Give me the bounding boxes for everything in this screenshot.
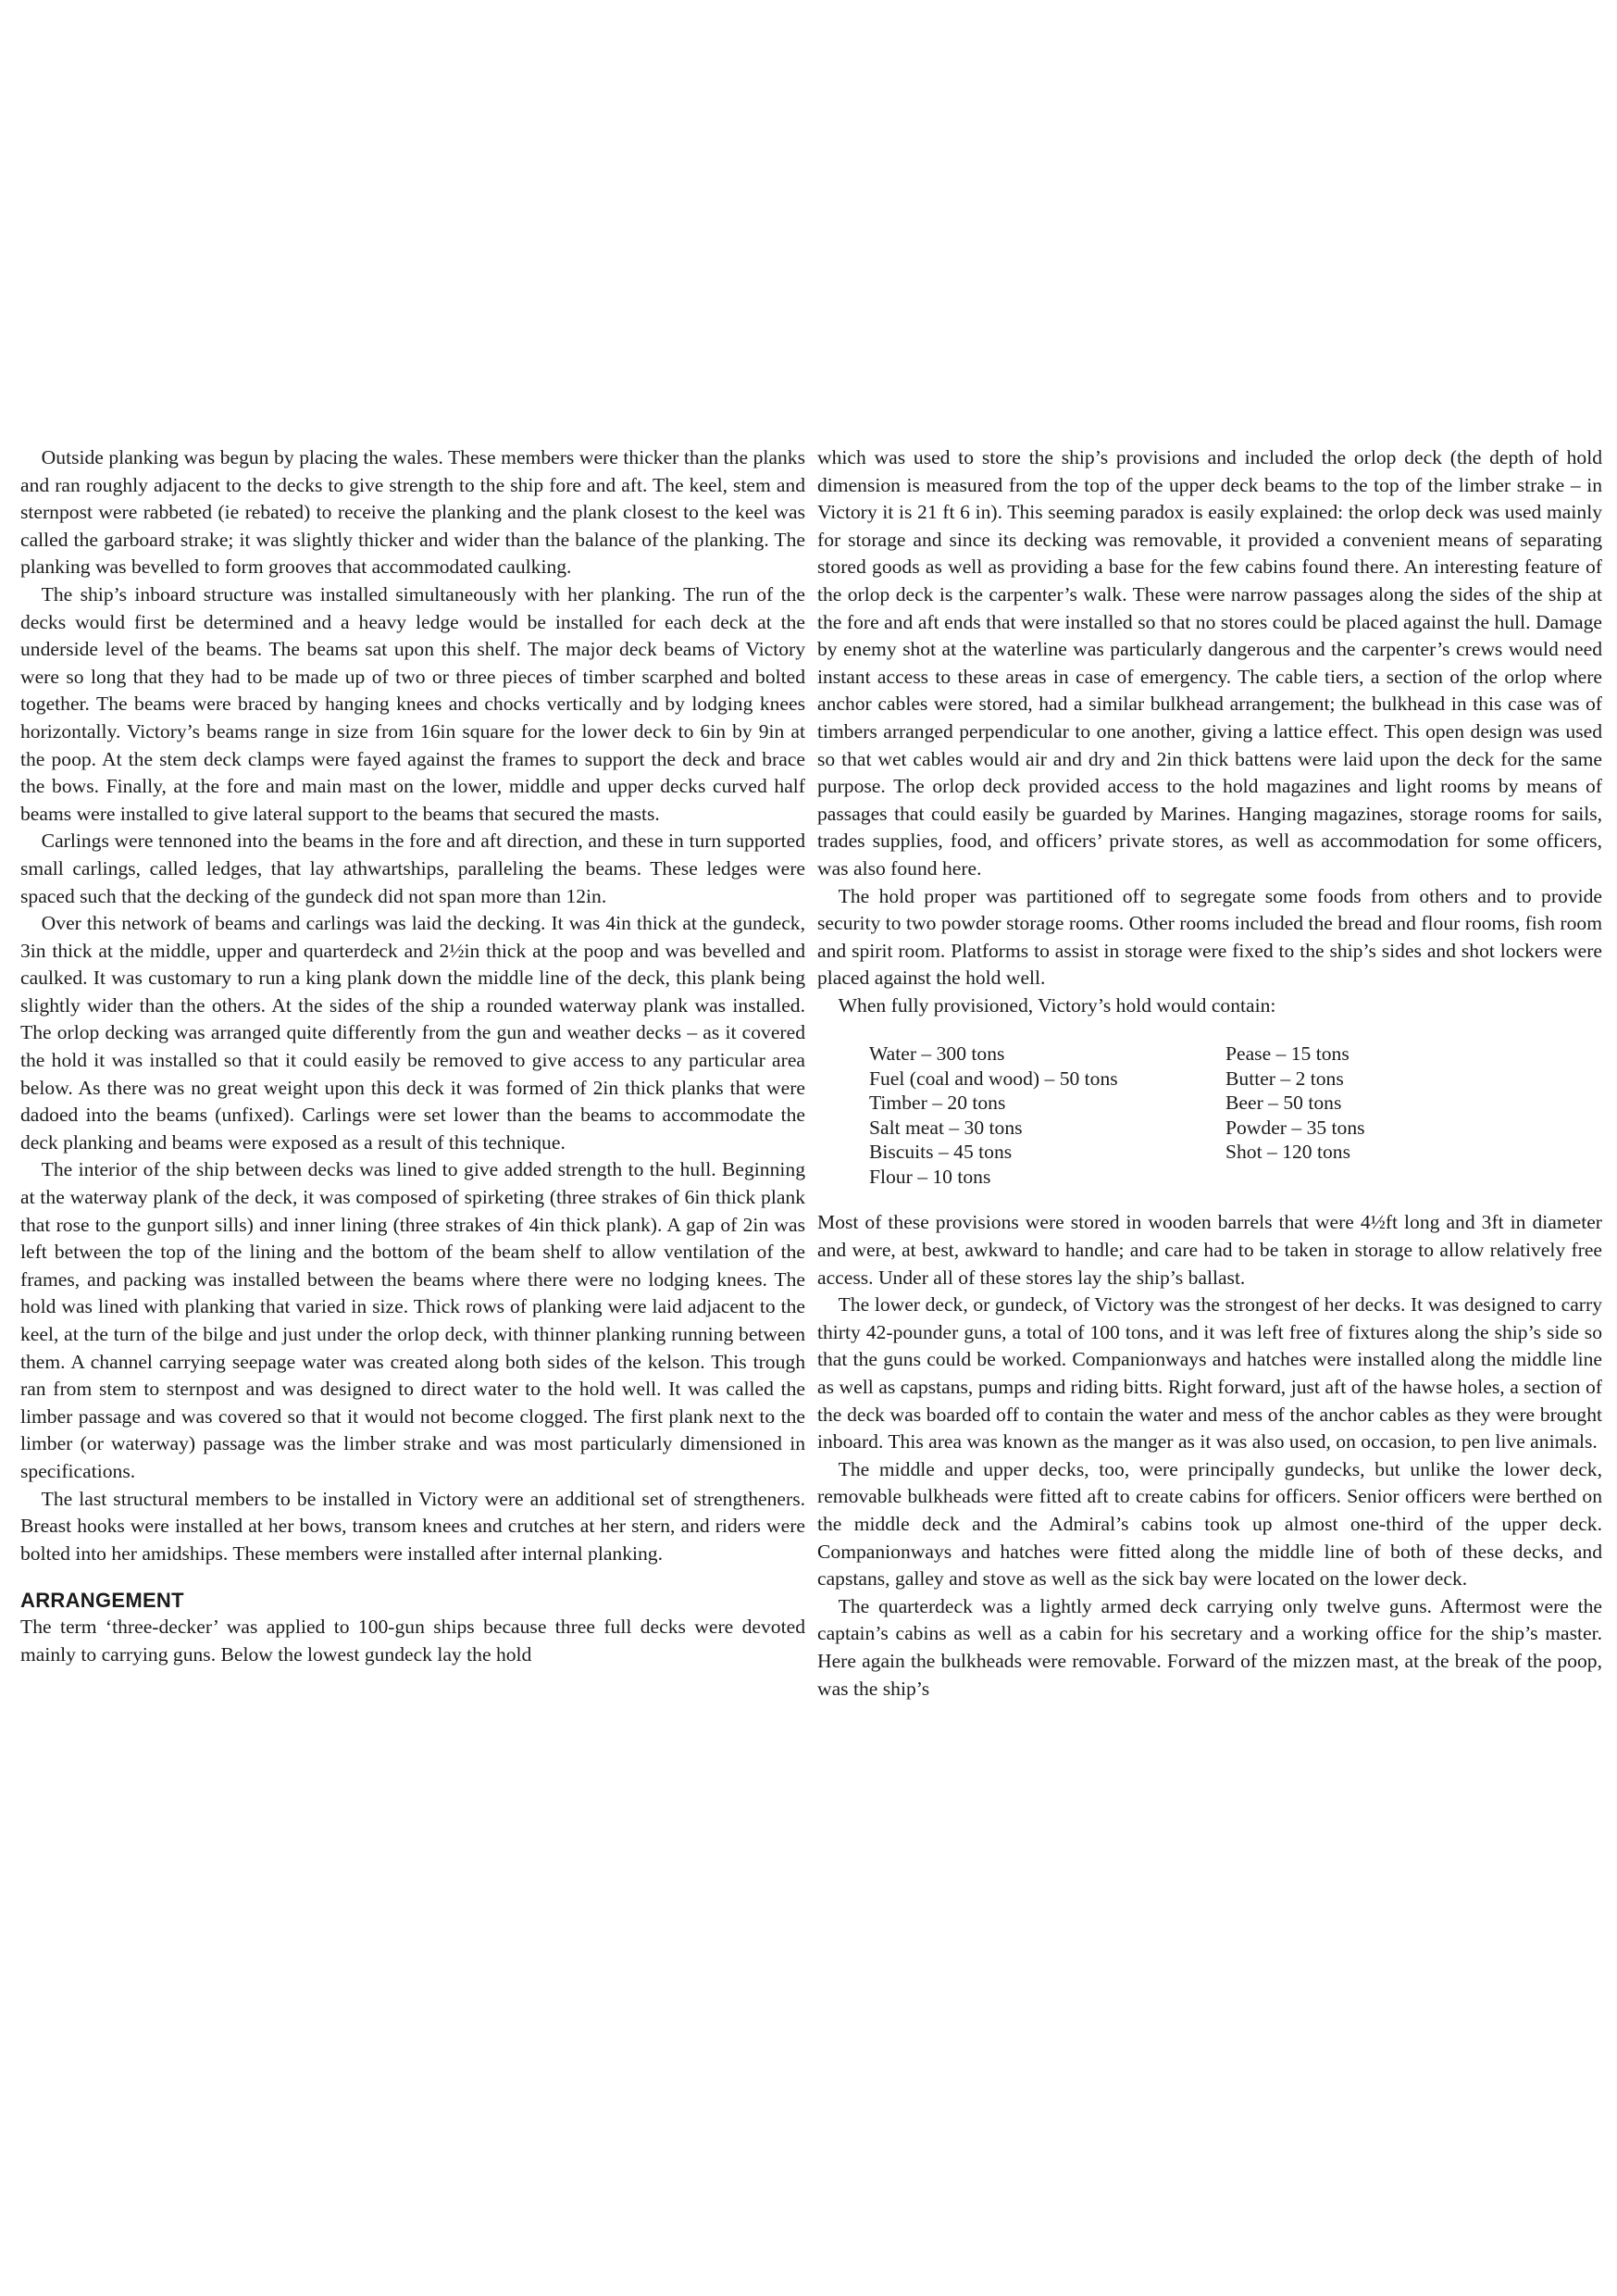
paragraph-quarterdeck: The quarterdeck was a lightly armed deck carrying only twelve guns. Aftermost were the captain’s cabins as well as a cabin for his secretary and a working office for the ship’s master. Here again the bulkheads were removable. Forward of the mizzen mast, at the break of the poop, was the ship’s xyxy=(817,1594,1602,1700)
provision-item: Timber – 20 tons xyxy=(869,1092,1006,1115)
provision-item: Shot – 120 tons xyxy=(1225,1141,1350,1164)
paragraph-provisions-intro: When fully provisioned, Victory’s hold would contain: xyxy=(838,993,1276,1017)
provision-item: Flour – 10 tons xyxy=(869,1165,991,1188)
paragraph-lower-deck: The lower deck, or gundeck, of Victory was the strongest of her decks. It was designed to carry thirty 42-pounder guns, a total of 100 tons, and it was left free of fixtures along the ship’s side so that the guns could be worked. Companionways and hatches were installed along the middle line as well as capstans, pumps and riding bitts. Right forward, just aft of the hawse holes, a section of the deck was boarded off to contain the water and mess of the anchor cables as they were brought inboard. This area was known as the manger as it was also used, on occasion, to pen live animals. xyxy=(817,1293,1602,1454)
provision-item: Biscuits – 45 tons xyxy=(869,1141,1013,1164)
provisions-list-right xyxy=(1225,1042,1429,1189)
paragraph-hold-proper: The hold proper was partitioned off to segregate some foods from others and to provide security to two powder storage rooms. Other rooms included the bread and flour rooms, fish room and spirit room. Platforms to assist in storage were fixed to the ship’s sides and shot lockers were placed against the hold well. xyxy=(817,884,1602,990)
paragraph-outside-planking: Outside planking was begun by placing the wales. These members were thicker than the planks and ran roughly adjacent to the decks to give strength to the ship fore and aft. The keel, stem and sternpost were rabbeted (ie rebated) to receive the planking and the plank closest to the keel was called the garboard strake; it was slightly thicker and wider than the balance of the planking. The planking was bevelled to form grooves that accommodated caulking. xyxy=(20,446,805,579)
provision-item: Butter – 2 tons xyxy=(1225,1067,1344,1090)
provision-item: Beer – 50 tons xyxy=(1225,1092,1342,1115)
paragraph-decking: Over this network of beams and carlings was laid the decking. It was 4in thick at the gundeck, 3in thick at the middle, upper and quarterdeck and 2½in thick at the poop and was bevelled and caulked. It was customary to run a king plank down the middle line of the deck, this plank being slightly wider than the others. At the sides of the ship a rounded waterway plank was installed. The orlop decking was arranged quite differently from the gun and weather decks – as it covered the hold it was installed so that it could easily be removed to give access to any particular area below. As there was no great weight upon this deck it was formed of 2in thick planks that were dadoed into the beams (unfixed). Carlings were set lower than the beams to accommodate the deck planking and beams were exposed as a result of this technique. xyxy=(20,912,805,1154)
paragraph-carlings: Carlings were tennoned into the beams in the fore and aft direction, and these in turn supported small carlings, called ledges, that lay athwartships, paralleling the beams. These ledges were spaced such that the decking of the gundeck did not span more than 12in. xyxy=(20,830,805,907)
paragraph-middle-upper-decks: The middle and upper decks, too, were principally gundecks, but unlike the lower deck, removable bulkheads were fitted aft to create cabins for officers. Senior officers were berthed on the middle deck and the Admiral’s cabins took up almost one-third of the upper deck. Companionways and hatches were fitted along the middle line of both of these decks, and capstans, galley and stove as well as the sick bay were located on the lower deck. xyxy=(817,1457,1602,1591)
provision-item: Pease – 15 tons xyxy=(1225,1042,1350,1066)
provision-item: Powder – 35 tons xyxy=(1225,1116,1365,1139)
paragraph-strengtheners: The last structural members to be installed in Victory were an additional set of strengtheners. Breast hooks were installed at her bows, transom knees and crutches at her stern, and riders were bolted into her amidships. These members were installed after internal planking. xyxy=(20,1487,805,1565)
paragraph-three-decker: The term ‘three-decker’ was applied to 100-gun ships because three full decks were devoted mainly to carrying guns. Below the lowest gundeck lay the hold xyxy=(20,1616,805,1666)
paragraph-hold-orlop: which was used to store the ship’s provisions and included the orlop deck (the depth of hold dimension is measured from the top of the upper deck beams to the top of the limber strake – in Victory it is 21 ft 6 in). This seeming paradox is easily explained: the orlop deck was used mainly for storage and since its decking was removable, it provided a convenient means of separating stored goods as well as providing a base for the few cabins found there. An interesting feature of the orlop deck is the carpenter’s walk. These were narrow passages along the sides of the ship at the fore and aft ends that were installed so that no stores could be placed against the hull. Damage by enemy shot at the waterline was particularly dangerous and the carpenter’s crews would need instant access to these areas in case of emergency. The cable tiers, a section of the orlop where anchor cables were stored, had a similar bulkhead arrangement; the bulkhead in this case was of timbers arranged perpendicular to one another, giving a lattice effect. This open design was used so that wet cables would air and dry and 2in thick battens were laid upon the deck for the same purpose. The orlop deck provided access to the hold magazines and light rooms by means of passages that could easily be guarded by Marines. Hanging magazines, storage rooms for sails, trades supplies, food, and officers’ private stores, as well as accommodation for some officers, was also found here. xyxy=(817,446,1602,880)
provisions-list xyxy=(869,1042,1602,1189)
paragraph-interior-lining: The interior of the ship between decks was lined to give added strength to the hull. Beginning at the waterway plank of the deck, it was composed of spirketing (three strakes of 6in thick plank that rose to the gunport sills) and inner lining (three strakes of 4in thick plank). A gap of 2in was left between the top of the lining and the bottom of the beam shelf to allow ventilation of the frames, and packing was installed between the beams where there were no lodging knees. The hold was lined with planking that varied in size. Thick rows of planking were laid adjacent to the keel, at the turn of the bilge and just under the orlop deck, with thinner planking running between them. A channel carrying seepage water was created along both sides of the kelson. This trough ran from stem to sternpost and was designed to direct water to the hold well. It was called the limber passage and was covered so that it would not become clogged. The first plank next to the limber (or waterway) passage was the limber strake and was most particularly dimensioned in specifications. xyxy=(20,1158,805,1482)
provision-item: Salt meat – 30 tons xyxy=(869,1116,1023,1139)
provisions-list-left xyxy=(869,1042,1225,1189)
provision-item: Water – 300 tons xyxy=(869,1042,1005,1066)
section-heading-arrangement: ARRANGEMENT xyxy=(20,1589,184,1613)
right-column xyxy=(817,444,1602,1703)
paragraph-inboard-structure: The ship’s inboard structure was installed simultaneously with her planking. The run of the decks would first be determined and a heavy ledge would be installed for each deck at the underside level of the beams. The beams sat upon this shelf. The major deck beams of Victory were so long that they had to be made up of two or three pieces of timber scarphed and bolted together. The beams were braced by hanging knees and chocks vertically and by lodging knees horizontally. Victory’s beams range in size from 16in square for the lower deck to 6in by 9in at the poop. At the stem deck clamps were fayed against the frames to support the deck and brace the bows. Finally, at the fore and main mast on the lower, middle and upper decks curved half beams were installed to give lateral support to the beams that secured the masts. xyxy=(20,582,805,825)
provision-item: Fuel (coal and wood) – 50 tons xyxy=(869,1067,1118,1090)
paragraph-barrels: Most of these provisions were stored in wooden barrels that were 4½ft long and 3ft in diameter and were, at best, awkward to handle; and care had to be taken in storage to allow relatively free access. Under all of these stores lay the ship’s ballast. xyxy=(817,1211,1602,1289)
left-column xyxy=(20,444,805,1669)
